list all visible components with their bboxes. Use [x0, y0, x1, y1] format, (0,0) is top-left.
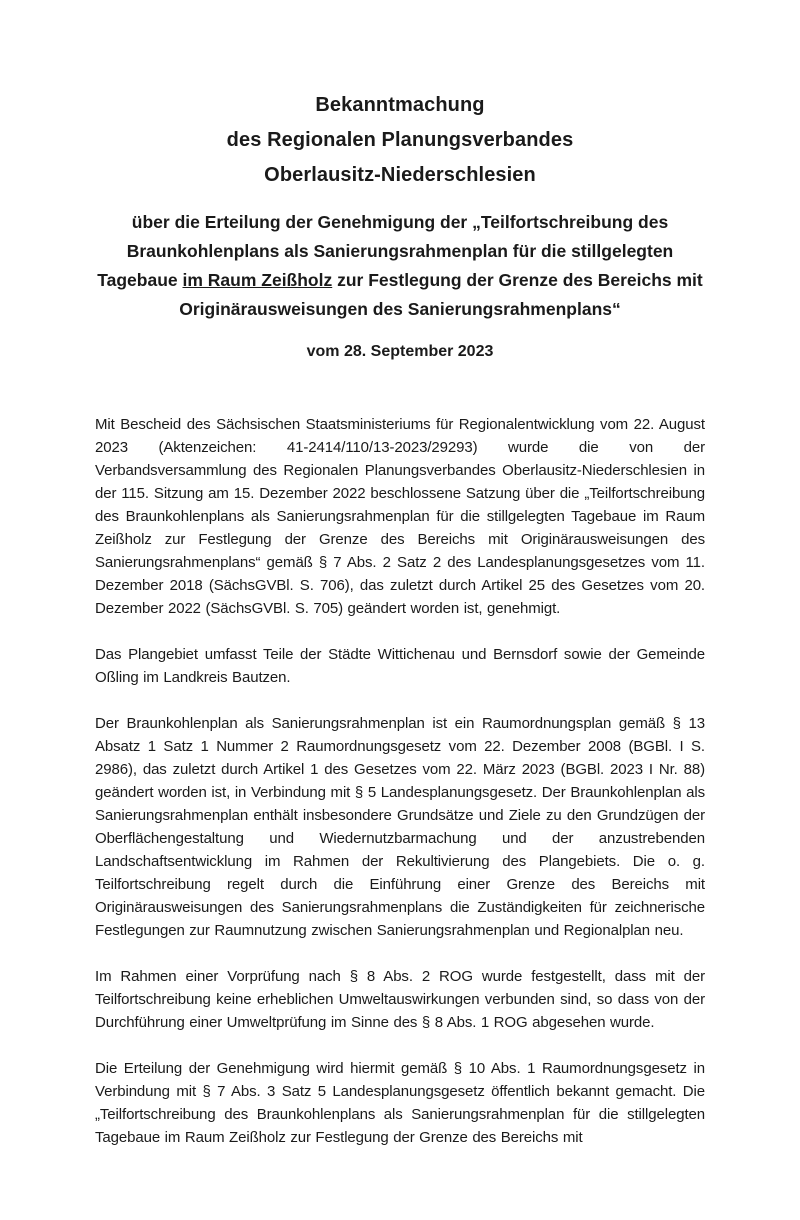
subtitle-text-pre: über die Erteilung der Genehmigung der „Teilfortschreibung des Braunkohlenplans als Sanierungsrahmenplan für die stillgelegten Tagebaue — [97, 212, 674, 290]
document-body — [95, 413, 705, 1149]
title-line-1: Bekanntmachung — [315, 94, 485, 116]
subtitle-underlined-phrase: im Raum Zeißholz — [182, 270, 333, 290]
paragraph-public-announcement: Die Erteilung der Genehmigung wird hiermit gemäß § 10 Abs. 1 Raumordnungsgesetz in Verbindung mit § 7 Abs. 3 Satz 5 Landesplanungsgesetz öffentlich bekannt gemacht. Die „Teilfortschreibung des Braunkohlenplans als Sanierungsrahmenplan für die stillgelegten Tagebaue im Raum Zeißholz zur Festlegung der Grenze des Bereichs mit — [95, 1060, 705, 1146]
paragraph-plan-description: Der Braunkohlenplan als Sanierungsrahmenplan ist ein Raumordnungsplan gemäß § 13 Absatz 1 Satz 1 Nummer 2 Raumordnungsgesetz vom 22. Dezember 2008 (BGBl. I S. 2986), das zuletzt durch Artikel 1 des Gesetzes vom 22. März 2023 (BGBl. 2023 I Nr. 88) geändert worden ist, in Verbindung mit § 5 Landesplanungsgesetz. Der Braunkohlenplan als Sanierungsrahmenplan enthält insbesondere Grundsätze und Ziele zu den Grundzügen der Oberflächengestaltung und Wiedernutzbarmachung und der anzustrebenden Landschaftsentwicklung im Rahmen der Rekultivierung des Plangebiets. Die o. g. Teilfortschreibung regelt durch die Einführung einer Grenze des Bereichs mit Originärausweisungen des Sanierungsrahmenplans die Zuständigkeiten für zeichnerische Festlegungen zur Raumnutzung zwischen Sanierungsrahmenplan und Regionalplan neu. — [95, 715, 705, 939]
document-title — [95, 88, 705, 193]
document-page — [0, 88, 800, 1220]
paragraph-plan-area: Das Plangebiet umfasst Teile der Städte Wittichenau und Bernsdorf sowie der Gemeinde Oßling im Landkreis Bautzen. — [95, 646, 705, 686]
paragraph-environmental-check: Im Rahmen einer Vorprüfung nach § 8 Abs. 2 ROG wurde festgestellt, dass mit der Teilfortschreibung keine erheblichen Umweltauswirkungen verbunden sind, so dass von der Durchführung einer Umweltprüfung im Sinne des § 8 Abs. 1 ROG abgesehen wurde. — [95, 968, 705, 1031]
subtitle-text-post: zur Festlegung der Grenze des Bereichs mit Originärausweisungen des Sanierungsrahmenplans“ — [179, 270, 703, 319]
document-date: vom 28. September 2023 — [306, 343, 494, 360]
title-line-2: des Regionalen Planungsverbandes — [226, 129, 574, 151]
paragraph-approval: Mit Bescheid des Sächsischen Staatsministeriums für Regionalentwicklung vom 22. August 2023 (Aktenzeichen: 41-2414/110/13-2023/29293) wurde die von der Verbandsversammlung des Regionalen Planungsverbandes Oberlausitz-Niederschlesien in der 115. Sitzung am 15. Dezember 2022 beschlossene Satzung über die „Teilfortschreibung des Braunkohlenplans als Sanierungsrahmenplan für die stillgelegten Tagebaue im Raum Zeißholz zur Festlegung der Grenze des Bereichs mit Originärausweisungen des Sanierungsrahmenplans“ gemäß § 7 Abs. 2 Satz 2 des Landesplanungsgesetzes vom 11. Dezember 2018 (SächsGVBl. S. 706), das zuletzt durch Artikel 25 des Gesetzes vom 20. Dezember 2022 (SächsGVBl. S. 705) geändert worden ist, genehmigt. — [95, 416, 705, 617]
document-subtitle — [95, 208, 705, 324]
title-line-3: Oberlausitz-Niederschlesien — [264, 164, 536, 186]
